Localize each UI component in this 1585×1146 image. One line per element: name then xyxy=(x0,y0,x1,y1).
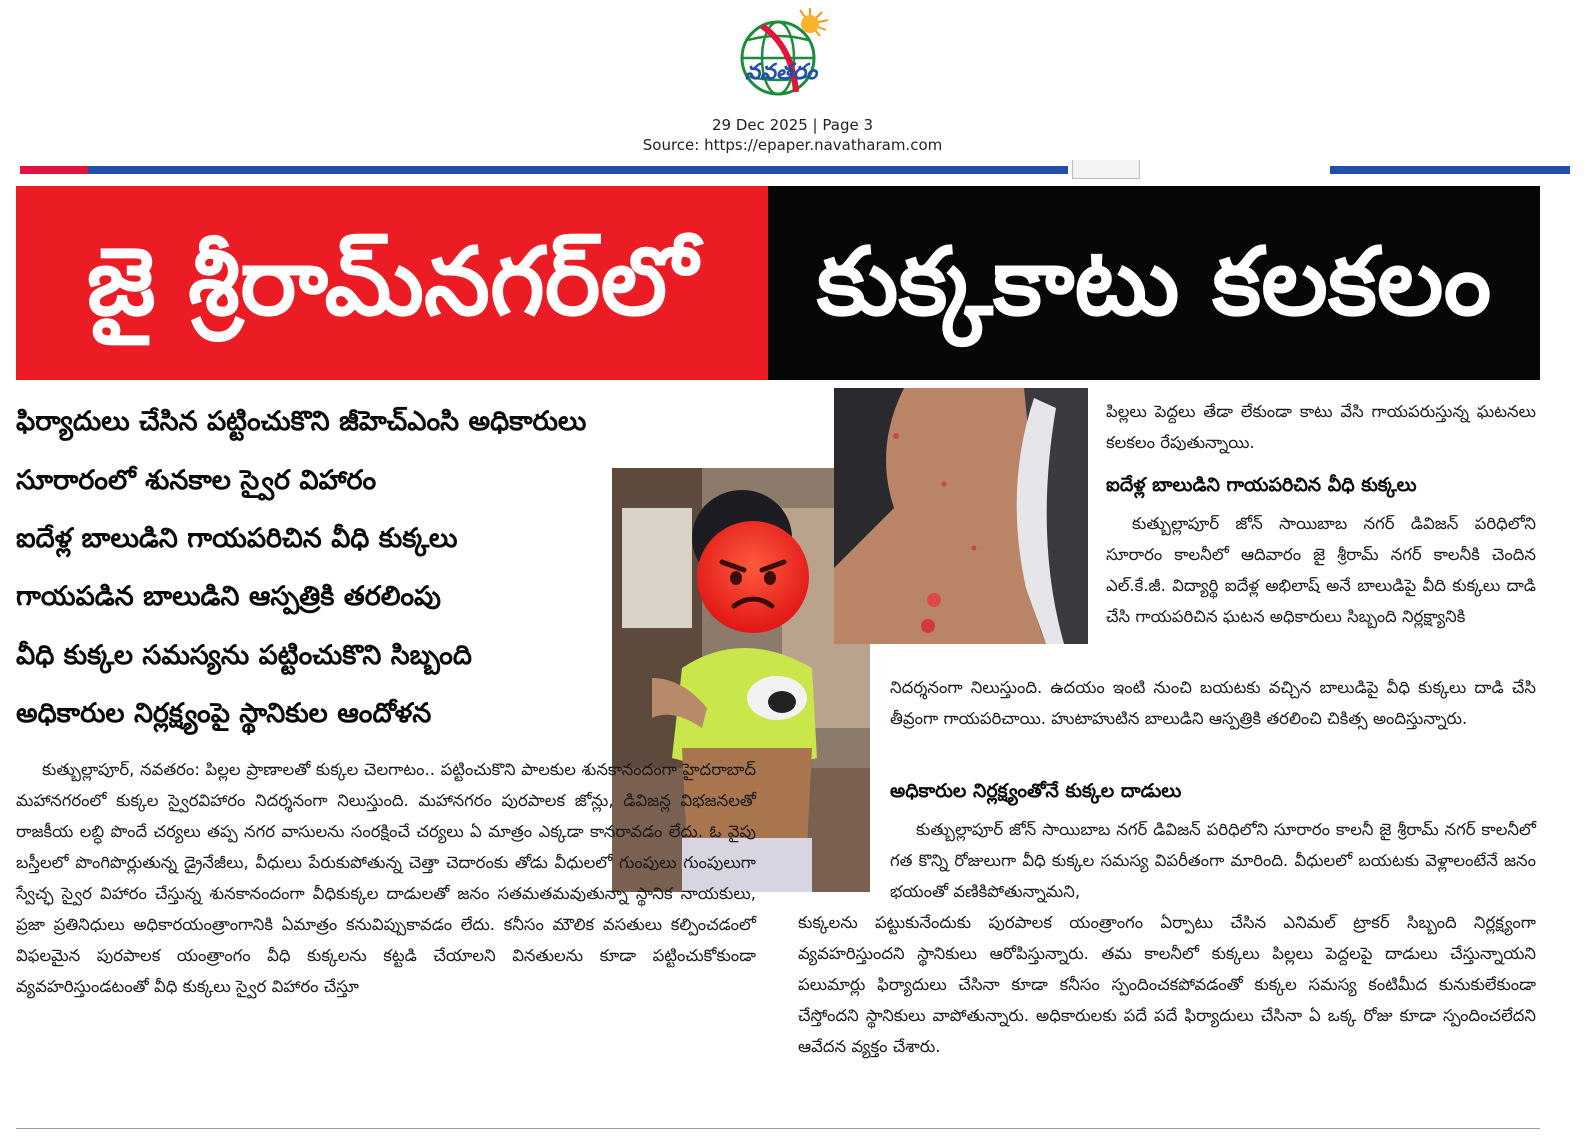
subhead-2: సూరారంలో శునకాల స్వైర విహారం xyxy=(16,465,377,496)
subhead-6: అధికారుల నిర్లక్ష్యంపై స్థానికుల ఆందోళన xyxy=(16,698,432,729)
angry-face-emoji-icon xyxy=(694,518,812,636)
article-section-2a xyxy=(890,814,1536,907)
article-paragraph-1: కుత్బుల్లాపూర్, నవతరం: పిల్లల ప్రాణాలతో కుక్కల చెలగాటం.. పట్టించుకొని పాలకుల శునకానందంగా హైదరాబాద్ మహానగరంలో కుక్కల స్వైరవిహారం నిదర్శనంగా నిలుస్తుంది. మహానగరం పురపాలక జోన్లు, డివిజన్ల విభజనలతో రాజకీయ లబ్ధి పొందే చర్యలు తప్ప నగర వాసులను సంరక్షించే చర్యలు ఏ మాత్రం ఎక్కడా కానరావడం లేదు. ఓ వైపు బస్తీలలో పొంగిపొర్లుతున్న డ్రైనేజీలు, వీధులు పేరుకుపోతున్న చెత్తా చెదారంకు తోడు వీధులలో గుంపులు గుంపులుగా స్వేచ్ఛ స్వైర విహారం చేస్తున్న శునకానందంగా వీధికుక్కల దాడులతో జనం సతమతమవుతున్నా స్థానిక నాయకులు, ప్రజా ప్రతినిధులు అధికారయంత్రాంగానికి ఏమాత్రం కనువిప్పుకావడం లేదు. కనీసం మౌలిక వసతులు కల్పించడంలో విఫలమైన పురపాలక యంత్రాంగం వీధి కుక్కలను కట్టడి చేయాలని వినతులను కూడా పట్టించుకోకుండా వ్యవహరిస్తుండటంతో వీధి కుక్కలు స్వైర విహారం చేస్తూ xyxy=(16,760,756,996)
page-thumbnail xyxy=(1072,160,1140,179)
masthead-rule-accent xyxy=(20,166,88,174)
subhead-3: ఐదేళ్ల బాలుడిని గాయపరిచిన వీధి కుక్కలు xyxy=(16,523,458,554)
section-title-2: అధికారుల నిర్లక్ష్యంతోనే కుక్కల దాడులు xyxy=(890,780,1182,802)
article-left-column xyxy=(16,754,756,1002)
headline-part-2: కుక్కకాటు కలకలం xyxy=(816,228,1492,337)
article-right-top xyxy=(1106,396,1536,458)
article-section-2b xyxy=(798,907,1536,1062)
article-paragraph-2: పిల్లలు పెద్దలు తేడా లేకుండా కాటు వేసి గాయపరుస్తున్న ఘటనలు కలకలం రేపుతున్నాయి. xyxy=(1106,402,1536,452)
source-url: Source: https://epaper.navatharam.com xyxy=(642,136,943,154)
article-section-1b xyxy=(890,672,1536,734)
section-title-1: ఐదేళ్ల బాలుడిని గాయపరిచిన వీధి కుక్కలు xyxy=(1106,474,1417,496)
headline-black-block xyxy=(768,186,1540,380)
article-section-1a xyxy=(1106,508,1536,632)
subhead-4: గాయపడిన బాలుడిని ఆస్పత్రికి తరలింపు xyxy=(16,581,441,612)
logo-wordmark: నవతరం xyxy=(744,60,818,85)
masthead-rule xyxy=(20,166,1570,174)
subhead-5: వీధి కుక్కల సమస్యను పట్టించుకొని సిబ్బంది xyxy=(16,640,472,671)
globe-sun-icon xyxy=(726,6,846,106)
date-page: 29 Dec 2025 | Page 3 xyxy=(711,116,874,134)
subhead-1: ఫిర్యాదులు చేసిన పట్టించుకొని జీహెచ్ఎంసి అధికారులు xyxy=(16,406,587,437)
article-paragraph-5: కుత్బుల్లాపూర్ జోన్ సాయిబాబ నగర్ డివిజన్ పరిధిలోని సూరారం కాలనీ జై శ్రీరామ్ నగర్ కాలనీలో గత కొన్ని రోజులుగా వీధి కుక్కల సమస్య విపరీతంగా మారింది. వీధులలో బయటకు వెళ్లాలంటేనే జనం భయంతో వణికిపోతున్నామని, xyxy=(890,820,1536,901)
headline-red-block xyxy=(16,186,768,380)
bottom-rule xyxy=(16,1128,1540,1129)
article-paragraph-6: కుక్కలను పట్టుకునేందుకు పురపాలక యంత్రాంగం ఏర్పాటు చేసిన ఎనిమల్ ట్రాకర్ సిబ్బంది నిర్లక్ష్యంగా వ్యవహరిస్తుందని స్థానికులు ఆరోపిస్తున్నారు. తమ కాలనీలో కుక్కలు పిల్లలు పెద్దలపై దాడులు చేస్తున్నాయని పలుమార్లు ఫిర్యాదులు చేసినా కూడా కనీసం స్పందించకపోవడంతో కుక్కల సమస్య కంటిమీద కునుకులేకుండా చేస్తోందని స్థానికులు వాపోతున్నారు. అధికారులకు పదే పదే ఫిర్యాదులు చేసినా ఏ ఒక్క రోజు కూడా స్పందించలేదని ఆవేదన వ్యక్తం చేశారు. xyxy=(798,913,1536,1056)
newspaper-logo xyxy=(726,6,846,106)
photo-wound-closeup xyxy=(834,388,1088,644)
headline-part-1: జై శ్రీరామ్‌నగర్‌లో xyxy=(86,228,698,337)
article-paragraph-4: నిదర్శనంగా నిలుస్తుంది. ఉదయం ఇంటి నుంచి బయటకు వచ్చిన బాలుడిపై వీధి కుక్కలు దాడి చేసి తీవ్రంగా గాయపరిచాయి. హుటాహుటిన బాలుడిని ఆస్పత్రికి తరలించి చికిత్స అందిస్తున్నారు. xyxy=(890,678,1536,728)
article-paragraph-3: కుత్బుల్లాపూర్ జోన్ సాయిబాబ నగర్ డివిజన్ పరిధిలోని సూరారం కాలనీలో ఆదివారం జై శ్రీరామ్ నగర్ కాలనీకి చెందిన ఎల్.కే.జీ. విద్యార్థి ఐదేళ్ల అభిలాష్ అనే బాలుడిపై వీది కుక్కలు దాడి చేసి గాయపరిచిన ఘటన అధికారులు సిబ్బంది నిర్లక్ష్యానికి xyxy=(1106,514,1536,626)
